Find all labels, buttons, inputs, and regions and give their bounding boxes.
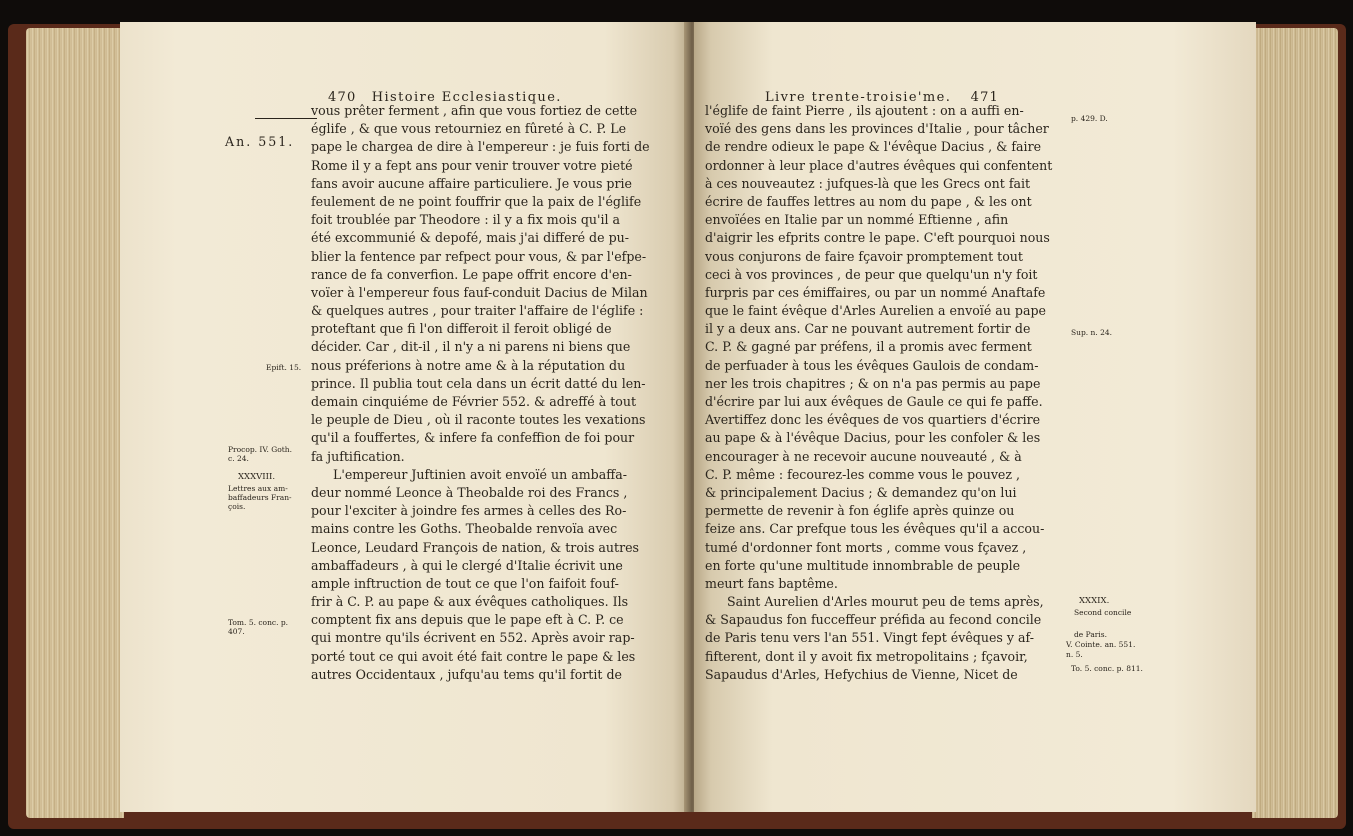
- text-line: porté tout ce qui avoit été fait contre le pape & les: [311, 648, 636, 664]
- text-line: églife , & que vous retourniez en fûreté à C. P. Le: [311, 121, 627, 137]
- section-title-line: çois.: [228, 502, 246, 511]
- text-line: le peuple de Dieu , où il raconte toutes les vexations: [311, 412, 646, 428]
- text-line: encourager à ne recevoir aucune nouveauté , & à: [705, 448, 1022, 464]
- text-line: en forte qu'une multitude innombrable de peuple: [705, 557, 1021, 573]
- text-line: fa juftification.: [311, 448, 405, 464]
- margin-rule: [255, 118, 317, 119]
- text-line: fifterent, dont il y avoit fix metropolitains ; fçavoir,: [705, 648, 1028, 664]
- text-line: autres Occidentaux , jufqu'au tems qu'il fortit de: [311, 666, 622, 682]
- section-title-line: de Paris.: [1074, 630, 1108, 639]
- text-line: feulement de ne point fouffrir que la paix de l'églife: [311, 193, 642, 209]
- text-line: l'églife de faint Pierre , ils ajoutent : on a auffi en-: [705, 103, 1024, 118]
- text-line: demain cinquiéme de Février 552. & adreffé à tout: [311, 394, 637, 409]
- text-line: C. P. & gagné par préfens, il a promis avec ferment: [705, 339, 1032, 355]
- text-line: vous conjurons de faire fçavoir promptement tout: [705, 248, 1023, 264]
- text-line: Rome il y a fept ans pour venir trouver votre pieté: [311, 157, 633, 173]
- margin-note-sup: Sup. n. 24.: [1071, 328, 1113, 337]
- right-page: [694, 22, 1256, 812]
- right-page-number: 471: [970, 90, 1000, 105]
- left-page-number: 470: [328, 90, 357, 105]
- margin-note-procop-chapter: c. 24.: [228, 454, 249, 463]
- text-line: nous préferions à notre ame & à la réputation du: [311, 357, 626, 373]
- left-page: [120, 22, 690, 812]
- text-line: meurt fans baptême.: [705, 575, 838, 591]
- text-line: frir à C. P. au pape & aux évêques catholiques. Ils: [311, 594, 629, 610]
- text-line: ambaffadeurs , à qui le clergé d'Italie écrivit une: [311, 557, 623, 573]
- left-running-title: Histoire Ecclesiastique.: [371, 90, 562, 105]
- text-line: à ces nouveautez : jufques-là que les Grecs ont fait: [705, 175, 1031, 191]
- text-line: & quelques autres , pour traiter l'affaire de l'églife :: [311, 303, 644, 319]
- text-line: d'écrire par lui aux évêques de Gaule ce qui fe paffe.: [705, 394, 1043, 409]
- text-line: pape le chargea de dire à l'empereur : je fuis forti de: [311, 139, 650, 155]
- text-line: furpris par ces émiffaires, ou par un nommé Anaftafe: [705, 284, 1046, 300]
- text-line: L'empereur Juftinien avoit envoïé un ambaffa-: [333, 466, 627, 482]
- text-line: il y a deux ans. Car ne pouvant autrement fortir de: [705, 321, 1031, 337]
- text-line: foit troublée par Theodore : il y a fix mois qu'il a: [311, 212, 621, 228]
- text-line: Avertiffez donc les évêques de vos quartiers d'écrire: [705, 412, 1041, 428]
- text-line: qu'il a fouffertes, & infere fa confeffion de foi pour: [311, 430, 635, 446]
- text-line: fans avoir aucune affaire particuliere. Je vous prie: [311, 175, 632, 191]
- year-margin: An. 551.: [225, 134, 295, 149]
- margin-note-p429: p. 429. D.: [1071, 114, 1108, 123]
- margin-note-conc: To. 5. conc. p. 811.: [1071, 664, 1143, 673]
- text-line: de rendre odieux le pape & l'évêque Dacius , & faire: [705, 139, 1042, 155]
- text-line: blier la fentence par refpect pour vous, & par l'efpe-: [311, 248, 647, 264]
- text-line: & Sapaudus fon fucceffeur préfida au fecond concile: [705, 612, 1042, 628]
- left-page-edges: [26, 28, 124, 818]
- right-running-title: Livre trente-troisie'me.: [765, 90, 952, 105]
- section-title-line: Lettres aux am-: [228, 484, 288, 493]
- section-title-line: baffadeurs Fran-: [228, 493, 292, 502]
- right-page-edges: [1252, 28, 1338, 818]
- text-line: voïé des gens dans les provinces d'Italie , pour tâcher: [705, 121, 1049, 137]
- margin-note-epist: Epift. 15.: [266, 363, 302, 372]
- text-line: C. P. même : fecourez-les comme vous le pouvez ,: [705, 466, 1021, 482]
- text-line: comptent fix ans depuis que le pape eft à C. P. ce: [311, 612, 624, 628]
- text-line: permette de revenir à fon églife après quinze ou: [705, 503, 1015, 519]
- text-line: deur nommé Leonce à Theobalde roi des Francs ,: [311, 484, 628, 500]
- text-line: envoïées en Italie par un nommé Eftienne , afin: [705, 212, 1009, 228]
- text-line: au pape & à l'évêque Dacius, pour les confoler & les: [705, 430, 1041, 446]
- text-line: qui montre qu'ils écrivent en 552. Après avoir rap-: [311, 630, 635, 646]
- text-line: ordonner à leur place d'autres évêques qui confentent: [705, 157, 1053, 173]
- text-line: feize ans. Car prefque tous les évêques qu'il a accou-: [705, 521, 1045, 537]
- right-body-text: [705, 102, 1051, 684]
- text-line: & principalement Dacius ; & demandez qu'on lui: [705, 484, 1017, 500]
- text-line: Sapaudus d'Arles, Hefychius de Vienne, Nicet de: [705, 666, 1018, 682]
- margin-note-procop: Procop. IV. Goth.: [228, 445, 293, 454]
- text-line: Saint Aurelien d'Arles mourut peu de tems après,: [727, 594, 1044, 610]
- text-line: mains contre les Goths. Theobalde renvoïa avec: [311, 521, 618, 537]
- text-line: Leonce, Leudard François de nation, & trois autres: [311, 539, 640, 555]
- text-line: écrire de fauffes lettres au nom du pape , & les ont: [705, 193, 1032, 209]
- margin-note-cointe: V. Cointe. an. 551.: [1066, 640, 1136, 649]
- section-title-line: Second concile: [1074, 608, 1132, 617]
- text-line: rance de fa converfion. Le pape offrit encore d'en-: [311, 266, 632, 282]
- margin-note-cointe-number: n. 5.: [1066, 650, 1083, 659]
- text-line: tumé d'ordonner font morts , comme vous fçavez ,: [705, 539, 1027, 555]
- text-line: prince. Il publia tout cela dans un écrit datté du len-: [311, 375, 646, 391]
- text-line: d'aigrir les efprits contre le pape. C'eft pourquoi nous: [705, 230, 1050, 246]
- text-line: été excommunié & depofé, mais j'ai differé de pu-: [311, 230, 630, 246]
- margin-note-tom-page: 407.: [228, 627, 245, 636]
- section-number: XXXVIII.: [238, 472, 276, 482]
- text-line: vous prêter ferment , afin que vous fortiez de cette: [311, 103, 638, 118]
- text-line: ner les trois chapitres ; & on n'a pas permis au pape: [705, 375, 1041, 391]
- text-line: ample inftruction de tout ce que l'on faifoit fouf-: [311, 575, 619, 591]
- section-number: XXXIX.: [1079, 596, 1110, 606]
- text-line: pour l'exciter à joindre fes armes à celles des Ro-: [311, 503, 627, 519]
- text-line: proteftant que fi l'on differoit il feroit obligé de: [311, 321, 612, 337]
- text-line: voïer à l'empereur fous fauf-conduit Dacius de Milan: [311, 284, 648, 300]
- margin-note-tom: Tom. 5. conc. p.: [228, 618, 289, 627]
- text-line: décider. Car , dit-il , il n'y a ni parens ni biens que: [311, 339, 631, 355]
- left-body-text: [311, 102, 661, 684]
- text-line: que le faint évêque d'Arles Aurelien a envoïé au pape: [705, 303, 1046, 319]
- text-line: ceci à vos provinces , de peur que quelqu'un n'y foit: [705, 266, 1038, 282]
- text-line: de Paris tenu vers l'an 551. Vingt fept évêques y af-: [705, 630, 1034, 646]
- text-line: de perfuader à tous les évêques Gaulois de condam-: [705, 357, 1039, 373]
